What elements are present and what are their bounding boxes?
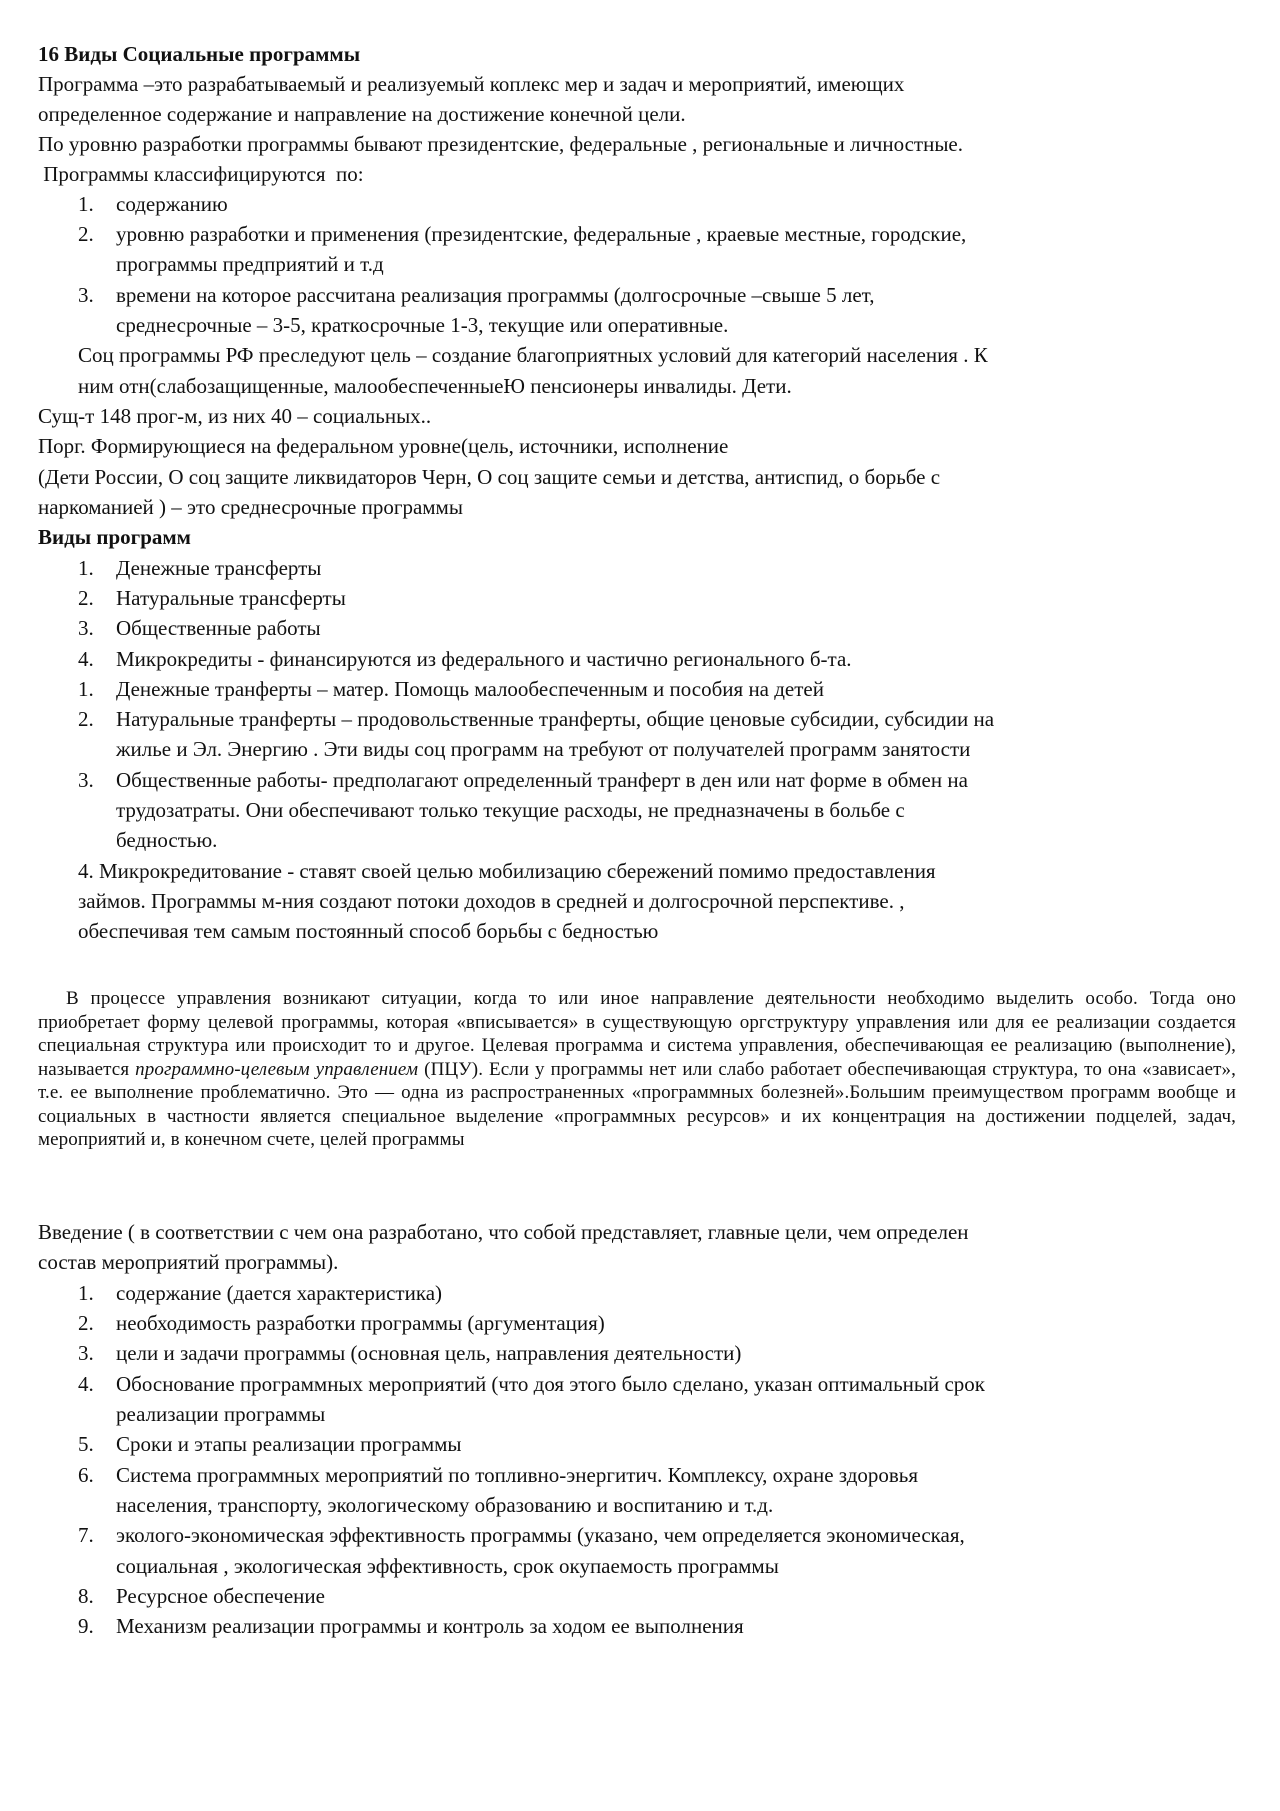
list-item: 5. Сроки и этапы реализации программы bbox=[78, 1432, 462, 1456]
list-item: 6. Система программных мероприятий по топливно-энергитич. Комплексу, охране здоровья bbox=[78, 1463, 919, 1487]
intro-line: По уровню разработки программы бывают президентские, федеральные , региональные и личностные. bbox=[38, 132, 964, 156]
list-item-continuation: среднесрочные – 3-5, краткосрочные 1-3, текущие или оперативные. bbox=[116, 313, 729, 337]
list-item: 7. эколого-экономическая эффективность программы (указано, чем определяется экономическая, bbox=[78, 1523, 965, 1547]
intro-line: Программы классифицируются по: bbox=[38, 162, 364, 186]
list-item-continuation: бедностью. bbox=[116, 828, 218, 852]
list-item: 3. цели и задачи программы (основная цель, направления деятельности) bbox=[78, 1341, 742, 1365]
section-heading: Виды программ bbox=[38, 525, 191, 549]
list-item-continuation: реализации программы bbox=[116, 1402, 326, 1426]
soc-rf-line: ним отн(слабозащищенные, малообеспеченныеЮ пенсионеры инвалиды. Дети. bbox=[78, 374, 792, 398]
list-item: 3. времени на которое рассчитана реализация программы (долгосрочные –свыше 5 лет, bbox=[78, 283, 875, 307]
list-item: 1. содержание (дается характеристика) bbox=[78, 1281, 443, 1305]
page-title: 16 Виды Социальные программы bbox=[38, 42, 361, 66]
list-item: 8. Ресурсное обеспечение bbox=[78, 1584, 325, 1608]
micro-line: 4. Микрокредитование - ставят своей целью мобилизацию сбережений помимо предоставления bbox=[78, 859, 936, 883]
list-item: 2. уровню разработки и применения (президентские, федеральные , краевые местные, городские, bbox=[78, 222, 967, 246]
list-item: 1. содержанию bbox=[78, 192, 228, 216]
list-item: 1. Денежные трансферты bbox=[78, 556, 322, 580]
porg-line: (Дети России, О соц защите ликвидаторов Черн, О соц защите семьи и детства, антиспид, о борьбе с bbox=[38, 465, 941, 489]
micro-line: обеспечивая тем самым постоянный способ борьбы с бедностью bbox=[78, 919, 659, 943]
list-item-continuation: социальная , экологическая эффективность, срок окупаемость программы bbox=[116, 1554, 779, 1578]
list-item: 4. Микрокредиты - финансируются из федерального и частично регионального б-та. bbox=[78, 647, 852, 671]
italic-term: программно-целевым управлением bbox=[135, 1058, 419, 1080]
list-item-continuation: жилье и Эл. Энергию . Эти виды соц программ на требуют от получателей программ занятости bbox=[116, 737, 971, 761]
list-item: 9. Механизм реализации программы и контроль за ходом ее выполнения bbox=[78, 1614, 744, 1638]
intro-line: Программа –это разрабатываемый и реализуемый коплекс мер и задач и мероприятий, имеющих bbox=[38, 72, 905, 96]
list-item: 2. Натуральные транферты – продовольственные транферты, общие ценовые субсидии, субсидии на bbox=[78, 707, 995, 731]
list-item: 2. необходимость разработки программы (аргументация) bbox=[78, 1311, 605, 1335]
soc-rf-line: Соц программы РФ преследуют цель – создание благоприятных условий для категорий населения . К bbox=[78, 343, 988, 367]
list-item-continuation: населения, транспорту, экологическому образованию и воспитанию и т.д. bbox=[116, 1493, 774, 1517]
list-item: 3. Общественные работы- предполагают определенный транферт в ден или нат форме в обмен на bbox=[78, 768, 968, 792]
list-item: 1. Денежные транферты – матер. Помощь малообеспеченным и пособия на детей bbox=[78, 677, 824, 701]
list-item: 3. Общественные работы bbox=[78, 616, 321, 640]
micro-line: займов. Программы м-ния создают потоки доходов в средней и долгосрочной перспективе. , bbox=[78, 889, 905, 913]
intro-line: определенное содержание и направление на достижение конечной цели. bbox=[38, 102, 686, 126]
list-item: 2. Натуральные трансферты bbox=[78, 586, 346, 610]
list-item: 4. Обоснование программных мероприятий (что доя этого было сделано, указан оптимальный срок bbox=[78, 1372, 986, 1396]
vved-line: состав мероприятий программы). bbox=[38, 1250, 339, 1274]
porg-line: Порг. Формирующиеся на федеральном уровне(цель, источники, исполнение bbox=[38, 434, 729, 458]
list-item-continuation: программы предприятий и т.д bbox=[116, 252, 384, 276]
porg-line: наркоманией ) – это среднесрочные программы bbox=[38, 495, 463, 519]
vved-line: Введение ( в соответствии с чем она разработано, что собой представляет, главные цели, чем определен bbox=[38, 1220, 969, 1244]
count-line: Сущ-т 148 прог-м, из них 40 – социальных.. bbox=[38, 404, 432, 428]
body-paragraph: В процессе управления возникают ситуации, когда то или иное направление деятельности необходимо выделить особо. Тогда оно приобретает форму целевой программы, которая «вписывается» в существующую оргструктуру управления или для ее реализации создается специальная структура или происходит то и другое. Целевая программа и система управления, обеспечивающая ее реализацию (выполнение), называется программно-целевым управлением (ПЦУ). Если у программы нет или слабо работает обеспечивающая структура, то она «зависает», т.е. ее выполнение проблематично. Это — одна из распространенных «программных болезней».Большим преимуществом программ вообще и социальных в частности является специальное выделение «программных ресурсов» и их концентрация на достижении подцелей, задач, мероприятий и, в конечном счете, целей программы bbox=[38, 988, 1237, 1150]
list-item-continuation: трудозатраты. Они обеспечивают только текущие расходы, не предназначены в больбе с bbox=[116, 798, 905, 822]
